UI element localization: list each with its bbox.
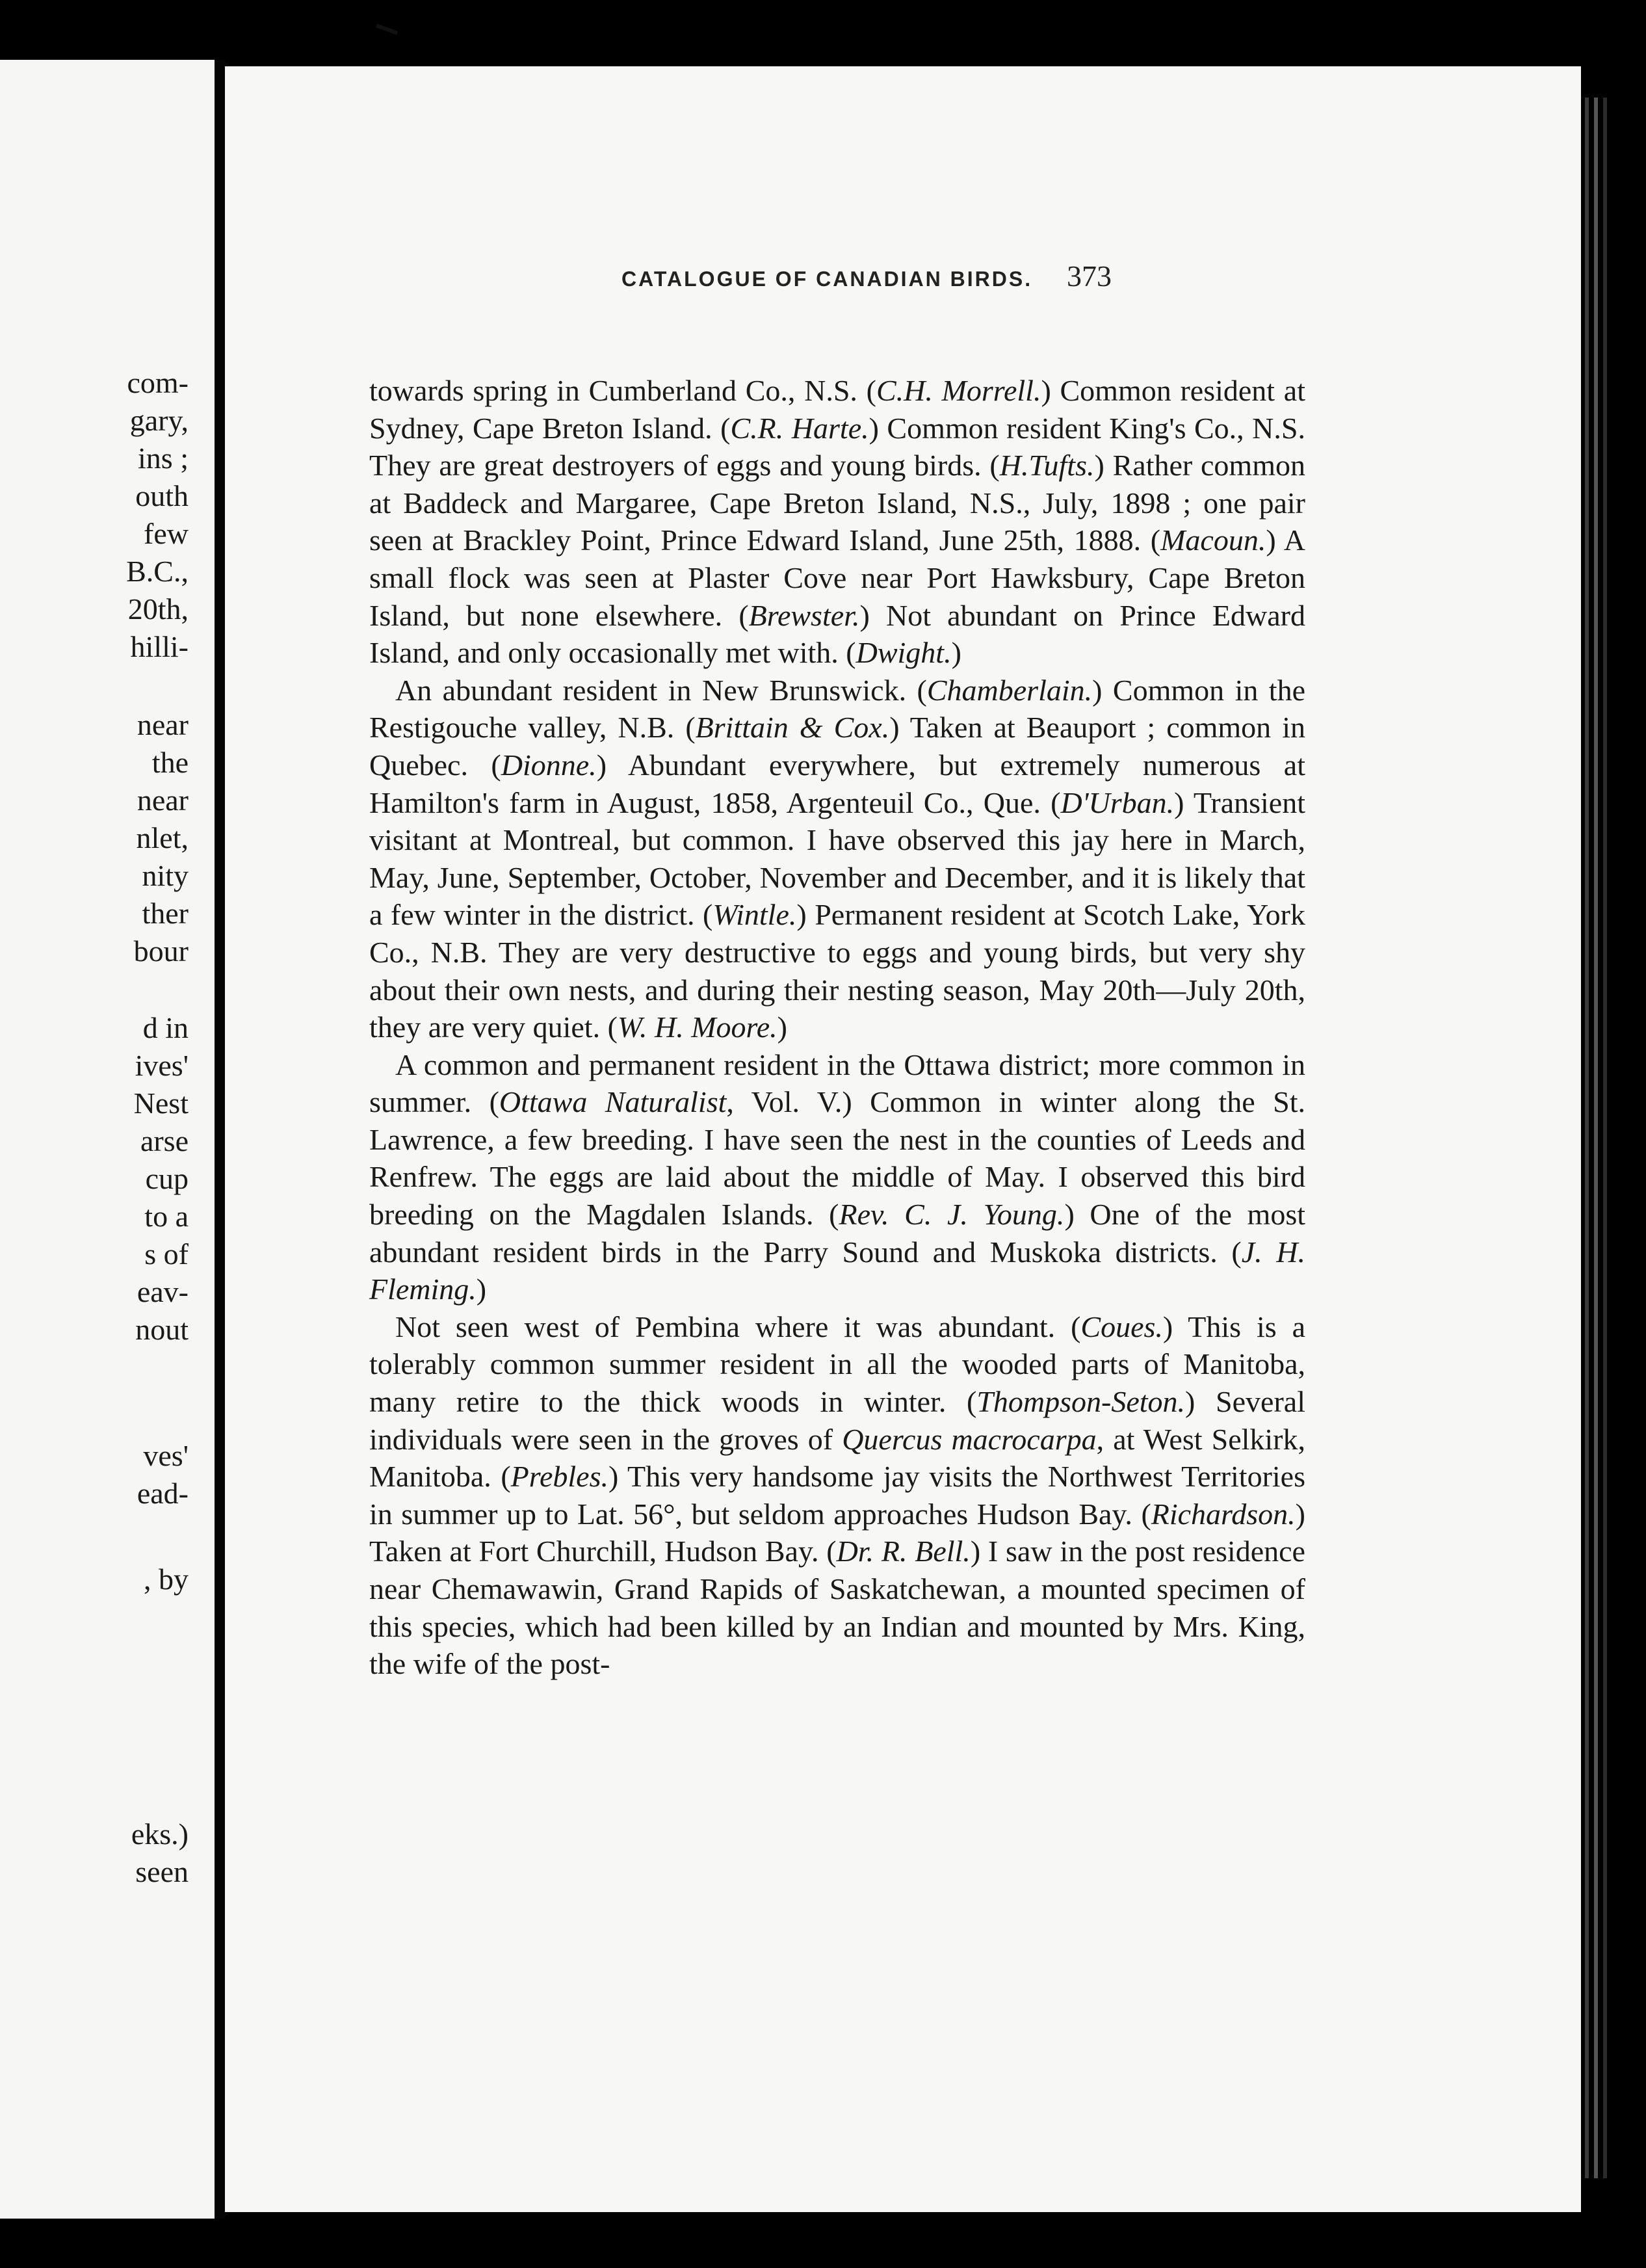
page-edge-line [1594, 98, 1598, 2178]
citation: Dr. R. Bell. [836, 1535, 971, 1568]
text-run: ) Several individuals were seen in the groves of [369, 1385, 1305, 1456]
left-page-fragment: hilli- [130, 630, 189, 663]
left-page-fragment: com- [127, 366, 189, 399]
header-title: CATALOGUE OF CANADIAN BIRDS. [621, 267, 1033, 291]
left-page-fragment: ther [142, 897, 189, 930]
citation: Thompson-Seton. [976, 1385, 1186, 1419]
citation: Ottawa Naturalist [499, 1085, 727, 1119]
text-run: ) [777, 1010, 787, 1044]
text-run: ) I saw in the post residence near Chemawawin, Grand Rapids of Saskatchewan, a mounted specimen of this species, which had been killed by an Indian and mounted by Mrs. King, the wife of the post- [369, 1535, 1305, 1681]
left-page-fragment: the [151, 746, 189, 779]
text-run: ) Permanent resident at Scotch Lake, York Co., N.B. They are very destructive to eggs and young birds, but very shy about their own nests, and during their nesting season, May 20th—July 20th, they are very quiet. ( [369, 898, 1305, 1044]
left-page-fragment: bour [133, 934, 189, 968]
running-head [397, 259, 1112, 293]
text-run: ) Rather common at Baddeck and Margaree, Cape Breton Island, N.S., July, 1898 ; one pair seen at Brackley Point, Prince Edward Island, June 25th, 1888. ( [369, 449, 1305, 557]
text-run: ) [951, 636, 961, 670]
citation: Chamberlain. [926, 673, 1093, 707]
text-run: , at West Selkirk, Manitoba. ( [369, 1422, 1305, 1494]
citation: Brittain & Cox. [695, 711, 890, 745]
citation: J. H. Fleming. [369, 1235, 1305, 1306]
left-page-fragment: B.C., [126, 555, 189, 588]
left-page-fragment: ins ; [138, 442, 189, 475]
left-page-fragment: seen [135, 1855, 189, 1888]
citation: Richardson. [1151, 1497, 1296, 1531]
paragraph [369, 372, 1305, 672]
citation: Quercus macrocarpa [842, 1422, 1097, 1456]
page-edge-line [1585, 98, 1589, 2178]
text-run: ) Common in the Restigouche valley, N.B. ( [369, 673, 1305, 745]
text-run: Not seen west of Pembina where it was abundant. ( [395, 1310, 1081, 1343]
paragraph [369, 672, 1305, 1046]
left-page-fragment: ves' [143, 1439, 189, 1472]
citation: Brewster. [748, 598, 860, 632]
left-page-fragment: Nest [133, 1087, 189, 1120]
left-page-fragment: nout [135, 1313, 189, 1346]
text-run: ) Taken at Beauport ; common in Quebec. ( [369, 711, 1305, 782]
text-run: towards spring in Cumberland Co., N.S. ( [369, 374, 876, 407]
text-run: ) This is a tolerably common summer resident in all the wooded parts of Manitoba, many retire to the thick woods in winter. ( [369, 1310, 1305, 1419]
citation: Dionne. [501, 748, 597, 782]
left-page-fragment: ives' [135, 1049, 189, 1082]
text-run: ) Taken at Fort Churchill, Hudson Bay. ( [369, 1497, 1305, 1568]
scan-mark [376, 23, 398, 34]
left-page-fragment: eks.) [131, 1817, 189, 1851]
text-run: ) Common resident at Sydney, Cape Breton Island. ( [369, 374, 1305, 445]
left-page-fragment: gary, [129, 404, 189, 437]
left-page-fragment: 20th, [127, 592, 189, 626]
left-page-fragment: cup [145, 1162, 189, 1195]
text-run: ) [476, 1272, 487, 1306]
text-run: ) This very handsome jay visits the Northwest Territories in summer up to Lat. 56°, but seldom approaches Hudson Bay. ( [369, 1460, 1305, 1531]
citation: W. H. Moore. [617, 1010, 777, 1044]
citation: Wintle. [712, 898, 797, 932]
page-edge-line [1603, 98, 1607, 2178]
citation: Rev. C. J. Young. [839, 1198, 1065, 1232]
text-run: ) A small flock was seen at Plaster Cove near Port Hawksbury, Cape Breton Island, but none elsewhere. ( [369, 523, 1306, 632]
left-page-fragment: near [137, 784, 189, 817]
left-page-fragment: to a [144, 1200, 189, 1233]
text-run: , Vol. V.) Common in winter along the St. Lawrence, a few breeding. I have seen the nest in the counties of Leeds and Renfrew. The eggs are laid about the middle of May. I observed this bird breeding on the Magdalen Islands. ( [369, 1085, 1305, 1232]
citation: D'Urban. [1060, 785, 1175, 819]
citation: Prebles. [510, 1460, 608, 1494]
left-page-fragment: d in [142, 1011, 189, 1044]
book-gutter [215, 60, 225, 2219]
text-run: ) Abundant everywhere, but extremely numerous at Hamilton's farm in August, 1858, Argenteuil Co., Que. ( [369, 748, 1305, 819]
left-page-fragment: s of [144, 1237, 189, 1271]
left-page-fragment: few [144, 517, 189, 550]
body-text [369, 372, 1305, 1683]
citation: H.Tufts. [999, 449, 1095, 482]
text-run: ) One of the most abundant resident birds in the Parry Sound and Muskoka districts. ( [369, 1198, 1305, 1269]
citation: C.R. Harte. [730, 411, 869, 445]
left-page-fragment: ead- [137, 1477, 189, 1510]
text-run: ) Transient visitant at Montreal, but common. I have observed this jay here in March, May, June, September, October, November and December, and it is likely that a few winter in the district. ( [369, 785, 1305, 932]
paragraph [369, 1046, 1305, 1308]
left-page-fragment: nity [142, 859, 189, 892]
paragraph [369, 1308, 1305, 1683]
page-number: 373 [1067, 259, 1112, 293]
citation: C.H. Morrell. [876, 374, 1041, 407]
citation: Macoun. [1160, 523, 1266, 557]
left-page-fragment: eav- [137, 1275, 189, 1308]
citation: Dwight. [856, 636, 952, 670]
text-run: ) Not abundant on Prince Edward Island, and only occasionally met with. ( [369, 598, 1305, 670]
left-page-fragment: arse [140, 1124, 189, 1157]
left-page-fragment: outh [135, 479, 189, 512]
left-page-fragment: near [137, 708, 189, 741]
left-facing-page [0, 60, 215, 2219]
left-page-fragment: , by [144, 1563, 189, 1596]
left-page-fragment: nlet, [136, 821, 189, 854]
citation: Coues. [1080, 1310, 1163, 1343]
text-run: An abundant resident in New Brunswick. ( [395, 673, 927, 707]
text-run: A common and permanent resident in the Ottawa district; more common in summer. ( [369, 1048, 1305, 1119]
text-run: ) Common resident King's Co., N.S. They are great destroyers of eggs and young birds. ( [369, 411, 1305, 482]
